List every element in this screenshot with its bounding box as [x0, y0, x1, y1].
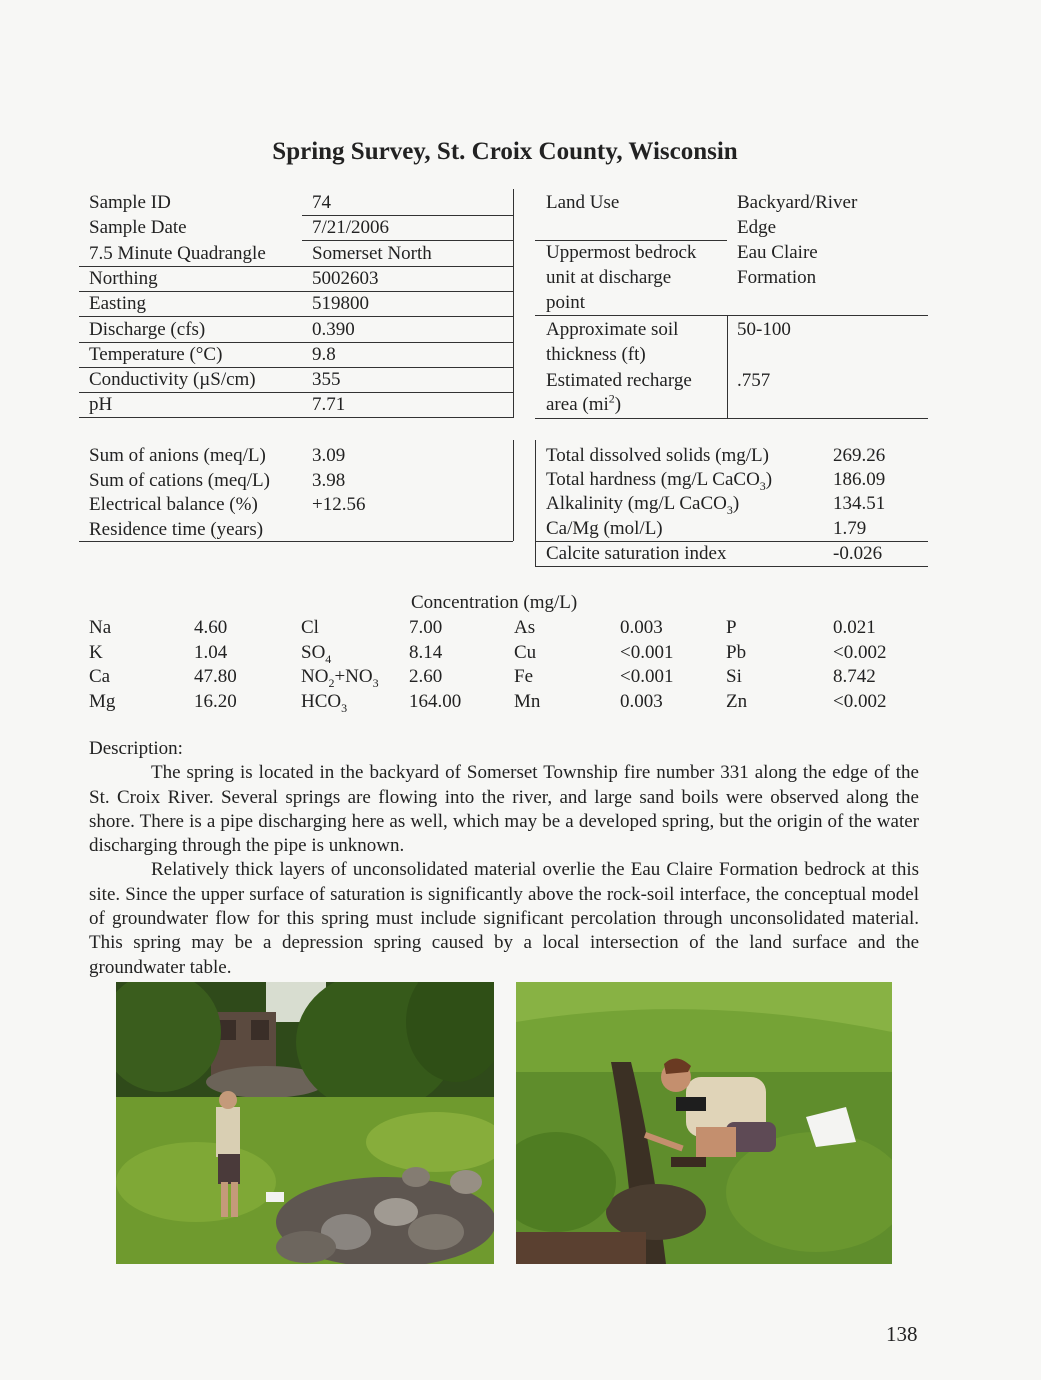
concentration-heading: Concentration (mg/L): [411, 592, 578, 613]
bedrock-label-2: unit at discharge: [546, 267, 672, 288]
row-line: [535, 315, 928, 316]
balance-value: 3.09: [312, 445, 346, 466]
element-symbol: Na: [89, 617, 112, 638]
site-label: Sample Date: [89, 217, 187, 239]
page-title: Spring Survey, St. Croix County, Wisconsin: [272, 138, 738, 165]
site-label: 7.5 Minute Quadrangle: [89, 242, 266, 264]
element-value: 47.80: [194, 666, 237, 687]
element-value: 0.003: [620, 690, 663, 712]
bedrock-label: Uppermost bedrock: [546, 242, 697, 263]
ion-symbol: $HCO_3$: [301, 690, 348, 715]
csi-value: -0.026: [833, 543, 883, 564]
bedrock-value: Eau Claire: [737, 242, 818, 263]
recharge-value: .757: [737, 370, 771, 391]
balance-label: Electrical balance (%): [89, 494, 258, 515]
element-symbol: Zn: [726, 690, 748, 712]
balance-label: Sum of anions (meq/L): [89, 445, 266, 466]
soil-value: 50-100: [737, 319, 791, 340]
ion-symbol: $NO_2+NO_3$: [301, 666, 379, 690]
row-line: [535, 418, 928, 419]
camg-label: Ca/Mg (mol/L): [546, 518, 663, 539]
table-divider: [535, 440, 536, 566]
col-line: [727, 315, 728, 418]
balance-label: Sum of cations (meq/L): [89, 469, 270, 491]
element-symbol: Cu: [514, 641, 537, 663]
ion-value: 7.00: [409, 617, 443, 638]
site-value: 74: [312, 192, 331, 213]
element-value: <0.002: [833, 641, 887, 663]
description-label: Description:: [89, 738, 183, 759]
element-symbol: Mg: [89, 690, 116, 712]
soil-label: Approximate soil: [546, 319, 679, 340]
element-value: 4.60: [194, 617, 228, 638]
description: [89, 737, 919, 980]
ion-symbol: Cl: [301, 617, 319, 638]
element-symbol: P: [726, 617, 737, 638]
site-label: Discharge (cfs): [89, 318, 206, 340]
site-value: Somerset North: [312, 242, 432, 264]
site-value: 0.390: [312, 318, 355, 340]
element-value: <0.001: [620, 666, 674, 687]
site-label: Sample ID: [89, 192, 171, 213]
element-value: 1.04: [194, 641, 228, 663]
csi-label: Calcite saturation index: [546, 543, 727, 564]
ion-symbol: $SO_4$: [301, 641, 332, 666]
tds-label: Total dissolved solids (mg/L): [546, 445, 769, 466]
row-line: [535, 566, 928, 567]
land-use-value-2: Edge: [737, 217, 777, 238]
element-symbol: K: [89, 641, 103, 663]
element-value: <0.002: [833, 690, 887, 712]
site-label: Conductivity (µS/cm): [89, 369, 256, 391]
recharge-label: Estimated recharge: [546, 370, 692, 391]
table-divider: [513, 440, 514, 541]
element-value: <0.001: [620, 641, 674, 663]
element-value: 16.20: [194, 690, 237, 712]
ion-value: 8.14: [409, 641, 443, 663]
description-paragraph-2: Relatively thick layers of unconsolidated material overlie the Eau Claire Formation bedrock at this site. Since the upper surface of saturation is significantly above the rock-soil interface, the conceptual model of groundwater flow for this spring must include significant percolation through unconsolidated material. This spring may be a depression spring caused by a local intersection of the land surface and the groundwater table.: [89, 859, 919, 978]
ion-value: 2.60: [409, 666, 443, 687]
row-line: [79, 541, 513, 542]
balance-label: Residence time (years): [89, 518, 264, 540]
element-value: 0.003: [620, 617, 663, 638]
balance-value: +12.56: [312, 494, 366, 515]
site-label: Temperature (°C): [89, 343, 223, 365]
element-symbol: Pb: [726, 641, 747, 663]
description-paragraph-1: The spring is located in the backyard of Somerset Township fire number 331 along the edge of the St. Croix River. Several springs are flowing into the river, and large sand boils were observed along the shore. There is a pipe discharging here as well, which may be a developed spring, but the origin of the water discharging through the pipe is unknown.: [89, 762, 919, 857]
site-value: 7.71: [312, 394, 346, 416]
ion-value: 164.00: [409, 690, 462, 712]
site-value: 519800: [312, 293, 369, 315]
hardness-value: 186.09: [833, 469, 886, 490]
element-value: 8.742: [833, 666, 876, 687]
element-symbol: Si: [726, 666, 742, 687]
land-use-label: Land Use: [546, 192, 620, 213]
element-symbol: Fe: [514, 666, 533, 687]
photo-person-at-spring: [516, 982, 892, 1264]
element-symbol: As: [514, 617, 536, 638]
balance-value: 3.98: [312, 469, 346, 491]
photo-spring-site: [116, 982, 494, 1264]
element-symbol: Ca: [89, 666, 111, 687]
page-number: 138: [886, 1322, 918, 1346]
site-label: pH: [89, 394, 113, 416]
row-line: [79, 417, 513, 418]
row-line: [79, 392, 513, 393]
site-value: 355: [312, 369, 341, 391]
hardness-label: Total hardness (mg/L CaCO$_3$): [546, 469, 773, 493]
bedrock-label-3: point: [546, 292, 586, 313]
recharge-label-2: area $(mi^2)$: [546, 391, 622, 415]
tds-value: 269.26: [833, 445, 886, 466]
soil-label-2: thickness (ft): [546, 344, 646, 365]
site-value: 9.8: [312, 343, 336, 365]
site-label: Northing: [89, 267, 158, 289]
bedrock-value-2: Formation: [737, 267, 817, 288]
alkalinity-label: Alkalinity (mg/L CaCO$_3$): [546, 493, 740, 517]
alkalinity-value: 134.51: [833, 493, 886, 514]
site-label: Easting: [89, 293, 146, 315]
camg-value: 1.79: [833, 518, 867, 539]
site-value: 7/21/2006: [312, 217, 390, 239]
table-divider: [513, 189, 514, 418]
site-value: 5002603: [312, 267, 379, 289]
element-symbol: Mn: [514, 690, 541, 712]
element-value: 0.021: [833, 617, 876, 638]
land-use-value: Backyard/River: [737, 192, 858, 213]
